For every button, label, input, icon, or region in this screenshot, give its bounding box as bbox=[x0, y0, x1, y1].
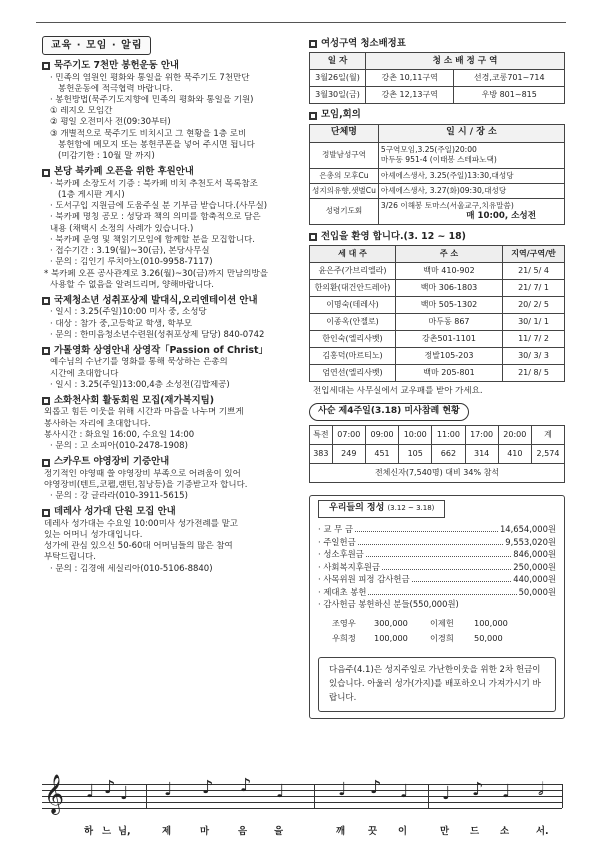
lyric-syllable: 느 bbox=[102, 826, 112, 837]
announcement-line: · 일시 : 3.25(주일)10:00 미사 중, 소성당 bbox=[50, 307, 207, 318]
moving-header-area: 지역/구역/반 bbox=[503, 246, 565, 263]
donor-name: 우희정 bbox=[332, 632, 356, 643]
announcement-line: 성가에 관심 있으신 50-60대 어머님들의 많은 참여 bbox=[44, 541, 233, 552]
donor-amount: 100,000 bbox=[374, 632, 408, 643]
announcement-line: 봉사시간 : 화요일 16:00, 수요일 14:00 bbox=[44, 429, 195, 440]
attendance-value: 451 bbox=[365, 445, 398, 464]
treble-clef-icon: 𝄞 bbox=[44, 774, 65, 814]
announcement-line: ① 레지오 모임간 bbox=[50, 106, 113, 117]
table-row bbox=[310, 445, 565, 464]
dotted-leader bbox=[382, 562, 511, 570]
offering-item: · 교 무 금 14,654,000원 bbox=[318, 524, 556, 535]
meetings-header-group: 단체명 bbox=[310, 124, 379, 142]
offering-note: 다음주(4.1)은 성지주일로 가난한이웃을 위한 2차 헌금이 있습니다. 아울러 성가(가지)를 배포하오니 가져가시기 바랍니다. bbox=[318, 657, 556, 712]
table-row bbox=[310, 142, 565, 168]
square-bullet-icon bbox=[42, 459, 50, 467]
announcement-line: · 민족의 염원인 평화와 통일을 위한 묵주기도 7천만단 bbox=[50, 72, 250, 83]
cleaning-header-area: 청 소 배 정 구 역 bbox=[366, 53, 565, 70]
announcement-line: · 문의 : 강 글라라(010-3911-5615) bbox=[50, 491, 188, 502]
table-row bbox=[310, 198, 565, 224]
lyric-syllable: 드 bbox=[470, 826, 480, 837]
bar-line bbox=[562, 784, 563, 808]
square-bullet-icon bbox=[42, 397, 50, 405]
moving-header-head: 세 대 주 bbox=[310, 246, 396, 263]
cleaning-table bbox=[309, 52, 565, 104]
music-note-icon: ♩ bbox=[164, 779, 173, 800]
meetings-table bbox=[309, 124, 565, 225]
bar-line bbox=[146, 784, 147, 808]
right-column bbox=[309, 36, 565, 719]
music-note-icon: ♩ bbox=[442, 783, 451, 804]
table-row: 3월26일(월) 강촌 10,11구역 선경,코롱701~714 bbox=[310, 70, 565, 87]
lyric-syllable: 마 bbox=[200, 826, 210, 837]
square-bullet-icon bbox=[309, 112, 317, 120]
announcement-title: 가톨영화 상영안내 상영작「Passion of Christ」 bbox=[42, 345, 302, 357]
attendance-value: 249 bbox=[332, 445, 365, 464]
music-note-icon: ♩ bbox=[338, 779, 347, 800]
table-row: 3월30일(금) 강촌 12,13구역 우방 801~815 bbox=[310, 87, 565, 104]
music-staff bbox=[42, 774, 570, 837]
announcement-line: · 북카페 운영 및 책읽기모임에 함께할 분을 모집합니다. bbox=[50, 234, 255, 245]
moving-note: 전입세대는 사무실에서 교우패를 받아 가세요. bbox=[313, 386, 483, 397]
table-row: 이명숙(데레사) 백마 505-1302 20/ 2/ 5 bbox=[310, 297, 565, 314]
lyric-syllable: 을 bbox=[274, 826, 284, 837]
attendance-header: 07:00 bbox=[332, 426, 365, 445]
table-row: 한의환(대건안드레아) 백마 306-1803 21/ 7/ 1 bbox=[310, 280, 565, 297]
announcement-line: ③ 개별적으로 묵주기도 비치시고 그 현황을 1층 로비 bbox=[50, 128, 247, 139]
announcement-list bbox=[42, 60, 302, 575]
lyric-syllable: 이 bbox=[398, 826, 408, 837]
offering-item: · 사회복지후원금 250,000원 bbox=[318, 561, 556, 572]
section-header-tag: 교육 · 모임 · 알림 bbox=[42, 36, 151, 55]
lyric-syllable: 제 bbox=[162, 826, 172, 837]
announcement-line: · 문의 : 고 소피아(010-2478-1908) bbox=[50, 441, 188, 452]
announcement-line: 예수님의 수난기를 영화를 통해 묵상하는 은총의 bbox=[50, 357, 228, 368]
offering-item: · 주일헌금 9,553,020원 bbox=[318, 536, 556, 547]
announcement-title: 국제청소년 성취포상제 발대식,오리엔테이션 안내 bbox=[42, 295, 302, 307]
donor-name: 이경희 bbox=[430, 632, 454, 643]
announcement-line: · 일시 : 3.25(주일)13:00,4층 소성전(김밥제공) bbox=[50, 379, 230, 390]
music-note-icon: ♩ bbox=[502, 781, 511, 802]
attendance-header: 특전 bbox=[310, 426, 333, 445]
announcement-block bbox=[42, 295, 302, 341]
music-note-icon: ♩ bbox=[276, 781, 285, 802]
music-note-icon: ♪ bbox=[104, 777, 116, 798]
attendance-table bbox=[309, 425, 565, 483]
bar-line bbox=[428, 784, 429, 808]
attendance-value: 2,574 bbox=[531, 445, 564, 464]
attendance-value: 314 bbox=[465, 445, 498, 464]
announcement-line: (1층 게시판 게시) bbox=[58, 189, 125, 200]
table-row: 윤은주(가브리엘라) 백마 410-902 21/ 5/ 4 bbox=[310, 263, 565, 280]
square-bullet-icon bbox=[42, 347, 50, 355]
announcement-line: 봉헌운동에 적극협력 바랍니다. bbox=[58, 83, 173, 94]
announcement-block bbox=[42, 395, 302, 452]
attendance-value: 410 bbox=[498, 445, 531, 464]
donor-amount: 50,000 bbox=[474, 632, 503, 643]
attendance-value: 105 bbox=[399, 445, 432, 464]
dotted-leader bbox=[366, 549, 511, 557]
meeting-group: 성지의유향,샛별Cu bbox=[310, 183, 379, 198]
dotted-leader bbox=[358, 537, 504, 545]
music-note-icon: ♩ bbox=[400, 781, 409, 802]
music-note-icon: ♪ bbox=[240, 775, 252, 796]
lyric-syllable: 하 bbox=[84, 826, 94, 837]
donor-amount: 300,000 bbox=[374, 617, 408, 628]
table-row: 한인숙(엘리사벳) 강촌501-1101 11/ 7/ 2 bbox=[310, 331, 565, 348]
attendance-header: 09:00 bbox=[365, 426, 398, 445]
announcement-line: 부탁드립니다. bbox=[44, 552, 96, 563]
cleaning-title: 여성구역 청소배정표 bbox=[309, 38, 565, 50]
meeting-group: 정발남성구역 bbox=[310, 142, 379, 168]
offering-item: · 사목위원 피정 감사헌금 440,000원 bbox=[318, 574, 556, 585]
moving-table bbox=[309, 245, 565, 382]
moving-title: 전입을 환영 합니다.(3. 12 ~ 18) bbox=[309, 231, 565, 243]
announcement-line: * 북카페 오픈 공사관계로 3.26(월)~30(금)까지 만남의방을 bbox=[44, 268, 268, 279]
meeting-group: 은총의 모후Cu bbox=[310, 168, 379, 183]
bar-line bbox=[314, 784, 315, 808]
music-note-icon: ♪ bbox=[370, 777, 382, 798]
announcement-title: 스카우트 야영장비 기증안내 bbox=[42, 456, 302, 468]
square-bullet-icon bbox=[42, 297, 50, 305]
announcement-line: 내용 (채택시 소정의 사례가 있습니다.) bbox=[50, 223, 194, 234]
square-bullet-icon bbox=[309, 233, 317, 241]
lyric-syllable: 끗 bbox=[368, 826, 378, 837]
announcement-line: 야영장비(텐트,코펠,랜턴,침낭등)을 기증받고자 합니다. bbox=[44, 479, 248, 490]
donor-list bbox=[318, 618, 556, 644]
left-column bbox=[42, 36, 302, 579]
music-note-icon: ♩ bbox=[86, 781, 95, 802]
announcement-line: (미감기한 : 10월 말 까지) bbox=[58, 151, 155, 162]
announcement-line: · 문의 : 김인기 루치아노(010-9958-7117) bbox=[50, 257, 213, 268]
announcement-block bbox=[42, 60, 302, 162]
cleaning-header-date: 일 자 bbox=[310, 53, 366, 70]
meetings-title: 모임,회의 bbox=[309, 109, 565, 121]
table-row bbox=[310, 426, 565, 445]
attendance-value: 383 bbox=[310, 445, 333, 464]
announcement-line: · 접수기간 : 3.19(월)~30(금), 본당사무실 bbox=[50, 246, 210, 257]
attendance-title: 사순 제4주일(3.18) 미사참례 현황 bbox=[309, 403, 469, 421]
meeting-detail: 3/26 이해봉 토마스(서울교구,치유말씀) 매 10:00, 소성전 bbox=[378, 198, 564, 224]
lyric-syllable: 만 bbox=[440, 826, 450, 837]
announcement-title: 소화천사회 활동회원 모집(재가복지팀) bbox=[42, 395, 302, 407]
lyric-syllable: 소 bbox=[500, 826, 510, 837]
music-note-icon: ♩ bbox=[120, 783, 129, 804]
meetings-header-time: 일 시 / 장 소 bbox=[378, 124, 564, 142]
dotted-leader bbox=[368, 587, 516, 595]
announcement-line: 정기적인 야영때 쓸 야영장비 부족으로 어려움이 있어 bbox=[44, 468, 241, 479]
attendance-value: 662 bbox=[432, 445, 465, 464]
announcement-line: · 북카페 명칭 공모 : 성당과 책의 의미를 함축적으로 담은 bbox=[50, 212, 261, 223]
staff-line bbox=[42, 808, 562, 809]
offering-box bbox=[309, 495, 565, 719]
donor-name: 이제헌 bbox=[430, 617, 454, 628]
announcement-title: 데레사 성가대 단원 모집 안내 bbox=[42, 506, 302, 518]
lyric-syllable: 님, bbox=[118, 826, 131, 837]
attendance-summary: 전체신자(7,540명) 대비 34% 참석 bbox=[310, 464, 565, 483]
announcement-line: 봉헌함에 메모지 또는 봉헌쿠폰을 넣어 주시면 됩니다 bbox=[58, 139, 255, 150]
dotted-leader bbox=[412, 574, 512, 582]
announcement-line: · 북카페 소장도서 기증 : 북카페 비치 추천도서 목록참조 bbox=[50, 178, 258, 189]
announcement-line: 데레사 성가대는 수요일 10:00미사 성가전례를 맡고 bbox=[44, 518, 239, 529]
table-row: 김홍덕(마르티노) 정발105-203 30/ 3/ 3 bbox=[310, 348, 565, 365]
attendance-header: 20:00 bbox=[498, 426, 531, 445]
announcement-line: · 도서구입 지원금에 도움주실 분 기부금 받습니다.(사무실) bbox=[50, 201, 268, 212]
announcement-block bbox=[42, 456, 302, 502]
announcement-line: 사용할 수 없음을 알려드리며, 양해바랍니다. bbox=[50, 279, 215, 290]
announcement-line: · 봉헌방법(묵주기도지향에 민족의 평화와 통일을 기원) bbox=[50, 95, 254, 106]
attendance-header: 11:00 bbox=[432, 426, 465, 445]
lyric-syllable: 서. bbox=[536, 826, 549, 837]
announcement-line: 외롭고 힘든 이웃을 위해 시간과 마음을 나누며 기쁘게 bbox=[44, 407, 244, 418]
announcement-block bbox=[42, 345, 302, 391]
meeting-group: 성령기도회 bbox=[310, 198, 379, 224]
lyric-syllable: 음 bbox=[238, 826, 248, 837]
lyric-syllable: 깨 bbox=[336, 826, 346, 837]
meeting-detail: 5구역모임,3.25(주일)20:00 마두동 951-4 (이태봉 스테파노댁) bbox=[378, 142, 564, 168]
square-bullet-icon bbox=[42, 62, 50, 70]
top-rule bbox=[36, 22, 566, 23]
announcement-line: 시간에 초대합니다 bbox=[50, 368, 119, 379]
announcement-line: · 문의 : 한미음청소년수련원(성취포상제 담당) 840-0742 bbox=[50, 329, 265, 340]
donor-amount: 100,000 bbox=[474, 617, 508, 628]
moving-header-address: 주 소 bbox=[396, 246, 503, 263]
table-row: 엄연선(엘리사벳) 백마 205-801 21/ 8/ 5 bbox=[310, 365, 565, 382]
table-row bbox=[310, 464, 565, 483]
offering-title: 우리들의 정성 (3.12 ~ 3.18) bbox=[318, 500, 445, 518]
announcement-block bbox=[42, 506, 302, 575]
announcement-title: 본당 북카페 오픈을 위한 후원안내 bbox=[42, 166, 302, 178]
donor-name: 조영우 bbox=[332, 617, 356, 628]
announcement-line: · 문의 : 김경애 세실리아(010-5106-8840) bbox=[50, 563, 213, 574]
attendance-header: 계 bbox=[531, 426, 564, 445]
table-row bbox=[310, 168, 565, 183]
offering-item: · 제대초 봉헌 50,000원 bbox=[318, 586, 556, 597]
square-bullet-icon bbox=[42, 169, 50, 177]
table-row bbox=[310, 183, 565, 198]
offering-item: · 성소후원금 846,000원 bbox=[318, 549, 556, 560]
meeting-detail: 아셰에스생사, 3.25(주일)13:30,대성당 bbox=[378, 168, 564, 183]
announcement-line: ② 평일 오전미사 전(09:30부터) bbox=[50, 117, 171, 128]
announcement-title: 묵주기도 7천만 봉헌운동 안내 bbox=[42, 60, 302, 72]
announcement-line: 봉사하는 자리에 초대합니다. bbox=[44, 418, 151, 429]
music-note-icon: ♪ bbox=[472, 779, 484, 800]
square-bullet-icon bbox=[42, 509, 50, 517]
square-bullet-icon bbox=[309, 40, 317, 48]
thanks-line: · 감사헌금 봉헌하신 분들(550,000원) bbox=[318, 599, 459, 610]
offering-list bbox=[318, 524, 556, 599]
meeting-detail: 아셰에스생사, 3.27(화)09:30,대성당 bbox=[378, 183, 564, 198]
dotted-leader bbox=[355, 524, 498, 532]
announcement-line: · 대상 : 참가 중,고등학교 학생, 학부모 bbox=[50, 318, 193, 329]
music-note-icon: ♪ bbox=[202, 777, 214, 798]
attendance-header: 10:00 bbox=[399, 426, 432, 445]
announcement-block bbox=[42, 166, 302, 291]
music-note-icon: 𝅗𝅥 bbox=[538, 779, 544, 800]
attendance-header: 17:00 bbox=[465, 426, 498, 445]
table-row: 이종옥(안젤로) 마두동 867 30/ 1/ 1 bbox=[310, 314, 565, 331]
announcement-line: 있는 어머니 성가대입니다. bbox=[44, 530, 143, 541]
